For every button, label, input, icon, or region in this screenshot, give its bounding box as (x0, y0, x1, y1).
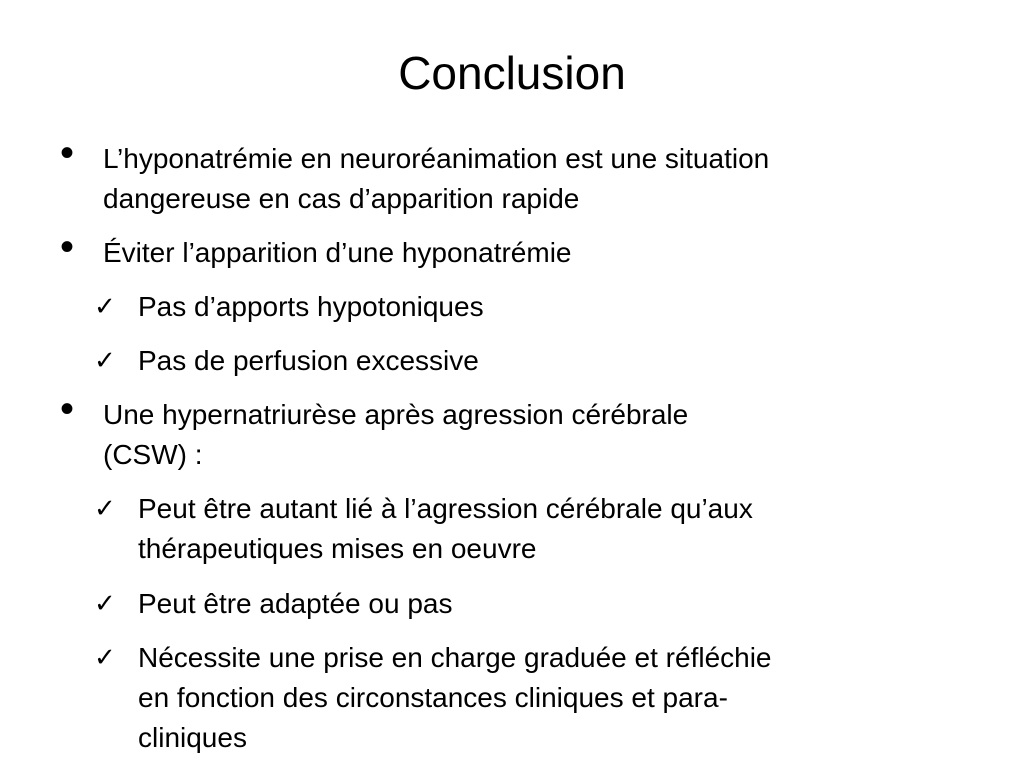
sub-bullet-text (138, 584, 452, 624)
slide-title: Conclusion (398, 47, 626, 99)
bullet-line: en fonction des circonstances cliniques et para- (138, 682, 728, 713)
bullet-line: Peut être autant lié à l’agression cérébrale qu’aux (138, 493, 753, 524)
sub-bullet-text (138, 638, 772, 758)
checkmark-icon: ✓ (94, 643, 116, 673)
bullet-dot-icon: • (60, 225, 75, 269)
bullet-line: Une hypernatriurèse après agression cérébrale (103, 399, 689, 430)
bullet-text (103, 233, 572, 273)
sub-bullet-text (138, 341, 479, 381)
bullet-text (103, 395, 688, 475)
sub-bullet-text (138, 489, 753, 569)
bullet-dot-icon: • (60, 131, 75, 175)
checkmark-icon: ✓ (94, 494, 116, 524)
bullet-line: L’hyponatrémie en neuroréanimation est une situation (103, 143, 770, 174)
checkmark-icon: ✓ (94, 589, 116, 619)
bullet-line: thérapeutiques mises en oeuvre (138, 533, 537, 564)
bullet-line: Éviter l’apparition d’une hyponatrémie (103, 237, 572, 268)
bullet-line: (CSW) : (103, 439, 203, 470)
bullet-line: Nécessite une prise en charge graduée et réfléchie (138, 642, 772, 673)
checkmark-icon: ✓ (94, 292, 116, 322)
bullet-line: Peut être adaptée ou pas (138, 588, 453, 619)
bullet-line: Pas d’apports hypotoniques (138, 291, 484, 322)
bullet-text (103, 139, 769, 219)
bullet-line: Pas de perfusion excessive (138, 345, 479, 376)
sub-bullet-text (138, 287, 484, 327)
bullet-dot-icon: • (60, 387, 75, 431)
checkmark-icon: ✓ (94, 346, 116, 376)
bullet-line: dangereuse en cas d’apparition rapide (103, 183, 580, 214)
bullet-line: cliniques (138, 722, 247, 753)
